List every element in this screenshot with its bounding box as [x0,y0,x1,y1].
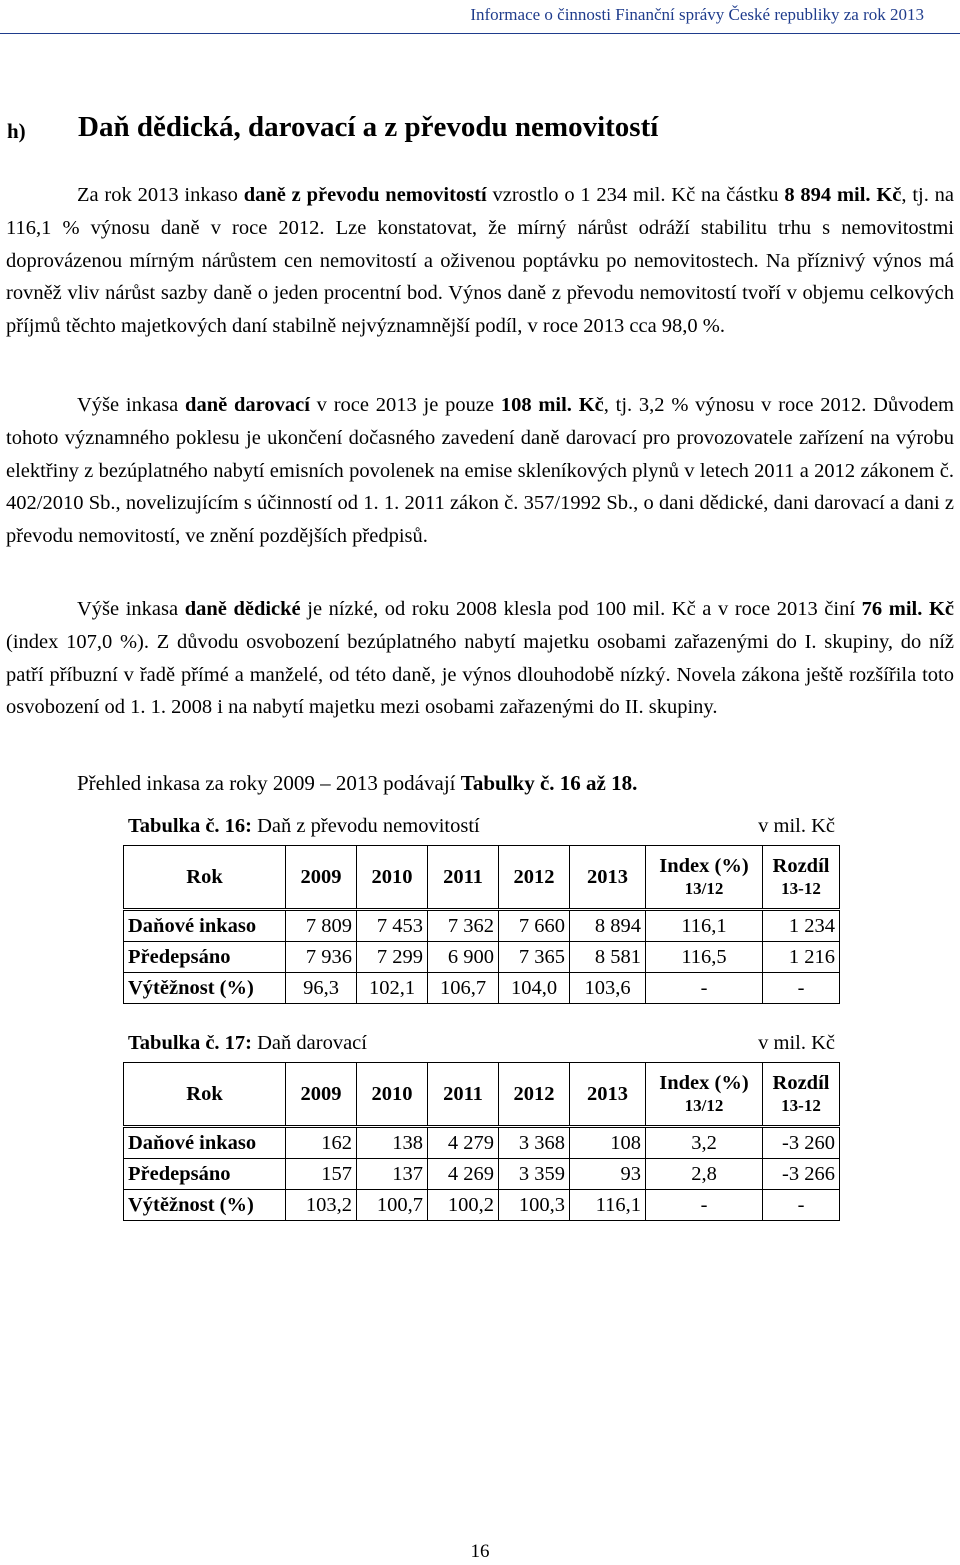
row-label: Předepsáno [124,942,286,973]
table16-col-rok: Rok [124,846,286,910]
cell: 102,1 [357,973,428,1004]
diff-sub: 13-12 [781,1096,821,1115]
cell: 4 279 [428,1127,499,1159]
text-bold: daně z převodu nemovitostí [243,184,487,206]
table17-caption [128,1032,835,1055]
table17-index-header [646,1063,763,1127]
cell: 100,2 [428,1190,499,1221]
cell: 104,0 [499,973,570,1004]
table16-index-header [646,846,763,910]
table16-year: 2010 [357,846,428,910]
text-run: , tj. 3,2 % výnosu v roce 2012. Důvodem tohoto významného poklesu je ukončení dočasného zavedení daně darovací pro provozovatele zařízení na výrobu elektřiny z bezúplatného nabytí emisních povolenek na emise skleníkových plynů v letech 2011 a 2012 zákonem č. 402/2010 Sb., novelizujícím s účinností od 1. 1. 2011 zákon č. 357/1992 Sb., o dani dědické, dani darovací a dani z převodu nemovitostí, ve znění pozdějších předpisů. [6,394,954,548]
cell: 8 581 [570,942,646,973]
cell-diff: 1 234 [763,910,840,942]
table17-title: Daň darovací [252,1032,367,1054]
cell: 96,3 [286,973,357,1004]
cell-diff: -3 260 [763,1127,840,1159]
cell: 4 269 [428,1159,499,1190]
table16 [123,845,840,1004]
text-bold: 108 mil. Kč [500,394,604,416]
index-label: Index (%) [659,1072,749,1094]
table-row [124,1159,840,1190]
cell: 100,7 [357,1190,428,1221]
cell: 100,3 [499,1190,570,1221]
table16-year: 2013 [570,846,646,910]
diff-label: Rozdíl [772,1072,830,1094]
header-rule [0,33,960,34]
table16-caption [128,815,835,838]
table-row [124,1190,840,1221]
table16-title: Daň z převodu nemovitostí [252,815,480,837]
cell: 6 900 [428,942,499,973]
cell: 7 936 [286,942,357,973]
index-sub: 13/12 [684,1096,724,1115]
cell: 7 453 [357,910,428,942]
cell-diff: 1 216 [763,942,840,973]
row-label: Daňové inkaso [124,910,286,942]
cell: 7 362 [428,910,499,942]
table17-diff-header [763,1063,840,1127]
cell-diff: -3 266 [763,1159,840,1190]
row-label: Daňové inkaso [124,1127,286,1159]
cell: 157 [286,1159,357,1190]
paragraph-inheritance-tax [6,593,954,724]
cell: 116,1 [570,1190,646,1221]
text-run: Za rok 2013 inkaso [77,184,244,206]
table17-label: Tabulka č. 17: [128,1032,252,1054]
page-number: 16 [470,1541,490,1562]
text-bold: daně dědické [184,598,301,620]
section-title: Daň dědická, darovací a z převodu nemovitostí [78,111,659,143]
table16-label: Tabulka č. 16: [128,815,252,837]
cell-index: 2,8 [646,1159,763,1190]
row-label: Výtěžnost (%) [124,1190,286,1221]
table17-year: 2009 [286,1063,357,1127]
cell-diff: - [763,973,840,1004]
cell: 137 [357,1159,428,1190]
table16-year: 2011 [428,846,499,910]
cell: 7 660 [499,910,570,942]
text-run: je nízké, od roku 2008 klesla pod 100 mil. Kč a v roce 2013 činí [300,598,862,620]
cell: 138 [357,1127,428,1159]
cell: 103,2 [286,1190,357,1221]
table-row [124,973,840,1004]
cell-index: 3,2 [646,1127,763,1159]
text-run: Přehled inkasa za roky 2009 – 2013 podávají [77,771,461,795]
diff-sub: 13-12 [781,879,821,898]
cell: 93 [570,1159,646,1190]
running-header: Informace o činnosti Finanční správy České republiky za rok 2013 [470,5,924,24]
paragraph-transfer-tax [6,179,954,343]
cell: 8 894 [570,910,646,942]
table16-unit: v mil. Kč [758,815,835,837]
text-bold: daně darovací [185,394,310,416]
text-run: Výše inkasa [77,394,186,416]
diff-label: Rozdíl [772,855,830,877]
cell: 162 [286,1127,357,1159]
table17-year: 2012 [499,1063,570,1127]
index-sub: 13/12 [684,879,724,898]
cell: 106,7 [428,973,499,1004]
table17-year: 2010 [357,1063,428,1127]
paragraph-gift-tax [6,389,954,553]
table17-year: 2011 [428,1063,499,1127]
cell: 7 299 [357,942,428,973]
cell-index: - [646,1190,763,1221]
table16-header-row [124,846,840,910]
row-label: Výtěžnost (%) [124,973,286,1004]
text-bold: Tabulky č. 16 až 18. [460,771,638,795]
cell: 3 368 [499,1127,570,1159]
table17-col-rok: Rok [124,1063,286,1127]
cell: 108 [570,1127,646,1159]
index-label: Index (%) [659,855,749,877]
table16-year: 2009 [286,846,357,910]
table17 [123,1062,840,1221]
text-run: vzrostlo o 1 234 mil. Kč na částku [486,184,785,206]
table-row [124,910,840,942]
overview-line [77,767,637,799]
text-run: v roce 2013 je pouze [309,394,501,416]
text-bold: 76 mil. Kč [861,598,954,620]
cell-index: 116,5 [646,942,763,973]
section-letter: h) [7,119,26,143]
table17-header-row [124,1063,840,1127]
table17-unit: v mil. Kč [758,1032,835,1054]
cell: 3 359 [499,1159,570,1190]
cell: 103,6 [570,973,646,1004]
cell-diff: - [763,1190,840,1221]
table16-year: 2012 [499,846,570,910]
text-bold: 8 894 mil. Kč [784,184,902,206]
text-run: (index 107,0 %). Z důvodu osvobození bezúplatného nabytí majetku osobami zařazenými do I. skupiny, do níž patří příbuzní v řadě přímé a manželé, od této daně, je výnos dlouhodobě nízký. Novela zákona ještě rozšířila toto osvobození od 1. 1. 2008 i na nabytí majetku mezi osobami zařazenými do II. skupiny. [6,630,954,719]
cell: 7 365 [499,942,570,973]
cell: 7 809 [286,910,357,942]
row-label: Předepsáno [124,1159,286,1190]
table-row [124,1127,840,1159]
text-run: Výše inkasa [77,598,185,620]
cell-index: - [646,973,763,1004]
text-run: , tj. na 116,1 % výnosu daně v roce 2012. Lze konstatovat, že mírný nárůst odráží stabilitu trhu s nemovitostmi doprovázenou mírným nárůstem cen nemovitostí a oživenou poptávku po nemovitostech. Na příznivý výnos má rovněž vliv nárůst sazby daně o jeden procentní bod. Výnos daně z převodu nemovitostí tvoří v objemu celkových příjmů těchto majetkových daní stabilně nejvýznamnější podíl, v roce 2013 cca 98,0 %. [6,184,955,338]
cell-index: 116,1 [646,910,763,942]
table16-diff-header [763,846,840,910]
table17-year: 2013 [570,1063,646,1127]
table-row [124,942,840,973]
